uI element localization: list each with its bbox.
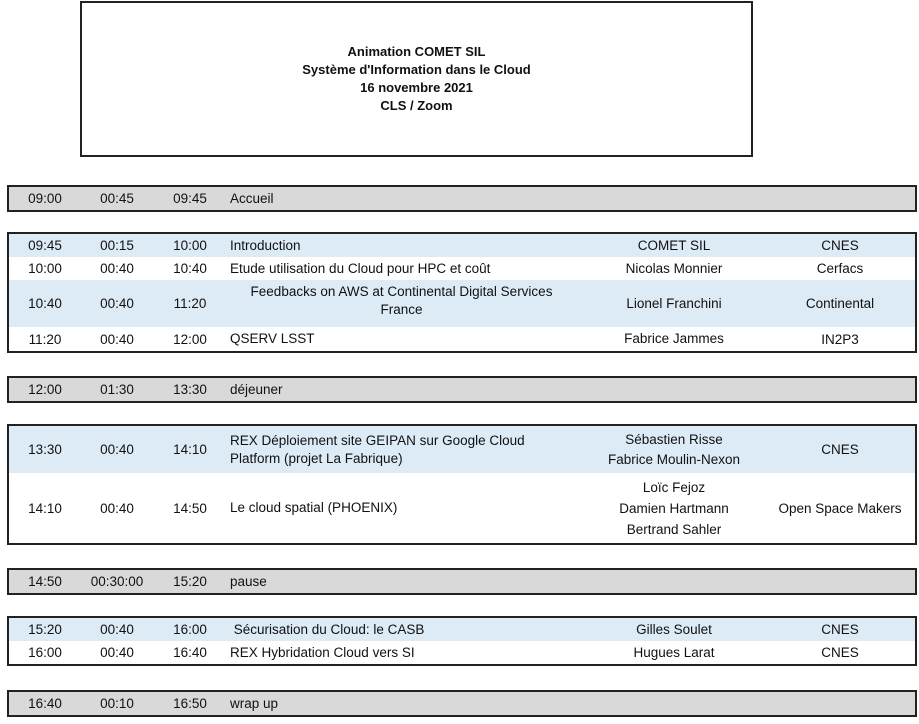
session-title: déjeuner [230,381,283,397]
speaker: Hugues Larat [633,644,715,660]
start-time: 14:10 [28,500,62,516]
break-lunch [7,376,917,403]
speaker-name: Fabrice Moulin-Nexon [607,451,741,467]
speaker-name: Loïc Fejoz [642,479,706,495]
organization: CNES [821,622,859,637]
event-location: CLS / Zoom [380,98,453,113]
end-time: 14:50 [173,500,207,516]
table-row [9,280,915,327]
duration: 00:45 [100,191,134,206]
speaker [574,477,774,540]
start-time: 10:00 [28,261,62,276]
end-time: 13:30 [173,382,207,397]
speaker: Nicolas Monnier [625,260,723,276]
session-title-line: France [380,302,423,317]
break-pause [7,568,917,595]
organization: CNES [821,238,859,253]
speaker-name: Bertrand Sahler [626,521,722,537]
event-date: 16 novembre 2021 [360,80,473,95]
speaker-name: Sébastien Risse [625,431,723,447]
duration: 00:40 [100,261,134,276]
break-wrapup [7,690,917,717]
session-title: Accueil [230,190,274,206]
start-time: 09:00 [28,191,62,206]
session-title-line: REX Déploiement site GEIPAN sur Google Cloud [230,432,525,448]
speaker: Gilles Soulet [636,621,712,637]
end-time: 16:40 [173,645,207,660]
table-row [9,327,915,351]
speaker-name: Damien Hartmann [619,500,729,516]
event-header [80,1,753,157]
organization: Cerfacs [816,261,864,276]
table-row [9,378,915,401]
event-subtitle: Système d'Information dans le Cloud [302,62,531,77]
speaker: Lionel Franchini [626,295,722,311]
table-row [9,692,915,715]
end-time: 15:20 [173,574,207,589]
end-time: 10:00 [173,238,207,253]
afternoon-sessions [7,424,917,545]
session-title: QSERV LSST [230,331,315,346]
session-title-line: Feedbacks on AWS at Continental Digital Services [250,284,553,299]
table-row [9,426,915,473]
organization: CNES [821,645,859,660]
start-time: 14:50 [28,574,62,589]
event-title: Animation COMET SIL [347,44,486,59]
morning-sessions [7,232,917,353]
session-title-line: Platform (projet La Fabrique) [230,450,403,466]
session-title: Sécurisation du Cloud: le CASB [230,621,425,637]
table-row [9,570,915,593]
duration: 01:30 [100,382,134,397]
start-time: 16:00 [28,645,62,660]
duration: 00:40 [100,442,134,457]
duration: 00:40 [100,622,134,637]
end-time: 10:40 [173,261,207,276]
duration: 00:30:00 [90,574,144,589]
session-title: pause [230,573,267,589]
duration: 00:40 [100,645,134,660]
start-time: 11:20 [28,331,62,347]
speaker: Fabrice Jammes [624,331,724,346]
table-row [9,641,915,664]
session-title: Le cloud spatial (PHOENIX) [230,500,398,515]
break-accueil [7,185,917,212]
start-time: 13:30 [28,442,62,457]
duration: 00:40 [100,296,134,311]
organization: CNES [821,442,859,457]
organization: Open Space Makers [778,500,902,516]
end-time: 11:20 [173,296,207,311]
end-time: 12:00 [173,331,207,347]
table-row [9,187,915,210]
session-title: wrap up [230,695,279,711]
table-row [9,618,915,641]
session-title [230,283,573,319]
table-row [9,257,915,280]
table-row [9,234,915,257]
session-title: Introduction [230,237,301,253]
table-row [9,473,915,543]
end-time: 14:10 [173,442,207,457]
session-title: REX Hybridation Cloud vers SI [230,644,415,660]
session-title: Etude utilisation du Cloud pour HPC et coût [230,260,491,276]
end-time: 16:50 [173,696,207,711]
organization: IN2P3 [821,331,859,347]
duration: 00:10 [100,696,134,711]
speaker [574,430,774,470]
start-time: 10:40 [28,296,62,311]
end-time: 09:45 [173,191,207,206]
start-time: 12:00 [28,382,62,397]
speaker: COMET SIL [637,237,711,253]
end-time: 16:00 [173,622,207,637]
session-title [230,432,573,468]
duration: 00:40 [100,500,134,516]
start-time: 09:45 [28,238,62,253]
duration: 00:40 [100,331,134,347]
late-sessions [7,616,917,666]
start-time: 16:40 [28,696,62,711]
start-time: 15:20 [28,622,62,637]
duration: 00:15 [100,238,134,253]
organization: Continental [805,296,875,311]
